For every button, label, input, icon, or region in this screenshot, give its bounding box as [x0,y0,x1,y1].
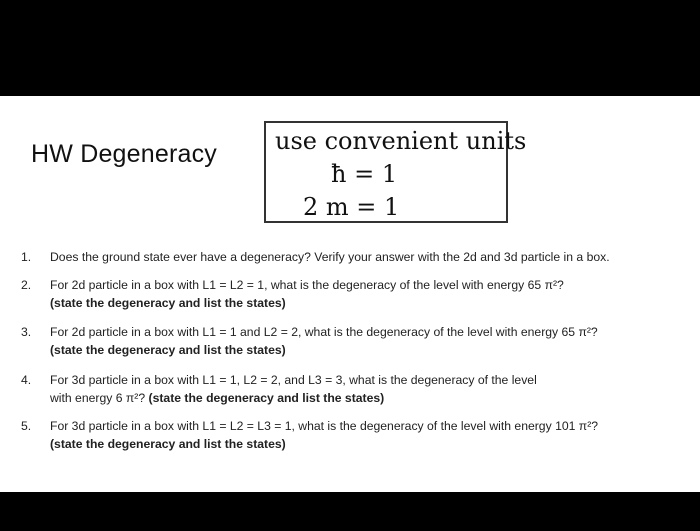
question-continuation [50,391,384,405]
units-box-line-3: 2 m = 1 [303,193,400,221]
question-number: 3. [21,325,32,339]
units-box-line-2: ħ = 1 [331,160,398,188]
question-number: 4. [21,373,32,387]
question-instruction: (state the degeneracy and list the states) [50,343,286,357]
question-text-2: with energy 6 π²? [50,391,146,405]
question-text: For 3d particle in a box with L1 = L2 = L3 = 1, what is the degeneracy of the level with energy 101 π²? [50,419,599,433]
question-number: 1. [21,250,32,264]
question-text: For 3d particle in a box with L1 = 1, L2 = 2, and L3 = 3, what is the degeneracy of the level [50,373,537,387]
question-number: 2. [21,278,32,292]
slide [0,96,700,492]
units-box [264,121,527,223]
question-instruction: (state the degeneracy and list the states) [148,391,385,405]
question-text: For 2d particle in a box with L1 = L2 = 1, what is the degeneracy of the level with energy 65 π²? [50,278,564,292]
question-text: Does the ground state ever have a degeneracy? Verify your answer with the 2d and 3d particle in a box. [50,250,610,264]
question-text: For 2d particle in a box with L1 = 1 and L2 = 2, what is the degeneracy of the level with energy 65 π²? [50,325,598,339]
question-instruction: (state the degeneracy and list the states) [50,296,286,310]
question-number: 5. [21,419,32,433]
units-box-line-1: use convenient units [275,127,527,155]
slide-title: HW Degeneracy [31,140,217,168]
question-instruction: (state the degeneracy and list the states) [50,437,286,451]
